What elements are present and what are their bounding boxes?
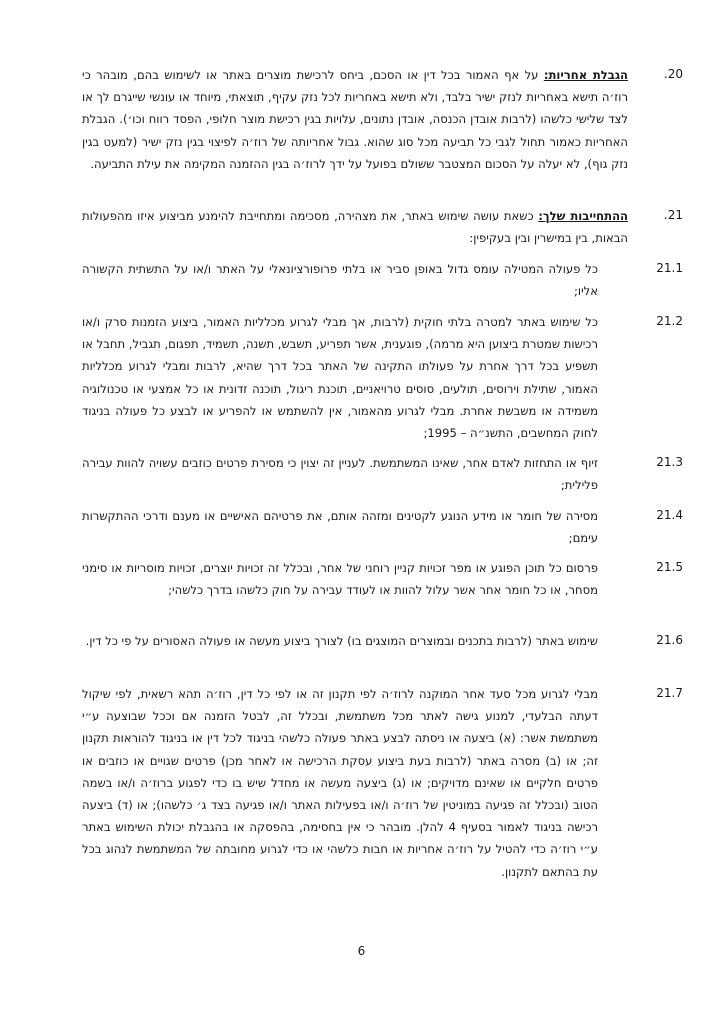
section-text: [82, 205, 628, 249]
subsection-number: 21.3: [656, 455, 683, 469]
subsection-number: 21.1: [656, 261, 683, 275]
section-body: כשאת עושה שימוש באתר, את מצהירה, מסכימה ומתחייבת להימנע מביצוע איזו מהפעולות הבאות, בין במישרין ובין בעקיפין:: [82, 209, 628, 246]
subsection-text: שימוש באתר (לרבות בתכנים ובמוצרים המוצגים בו) לצורך ביצוע מעשה או פעולה האסורים על פי כל דין.: [85, 634, 598, 648]
page-number: 6: [357, 944, 366, 958]
subsection-number: 21.6: [656, 633, 683, 647]
section-number: .21: [663, 208, 683, 222]
subsection-number: 21.4: [656, 508, 683, 522]
subsection-text: מסירה של חומר או מידע הנוגע לקטינים ומזהה אותם, את פרטיהם האישיים או מענם ודרכי ההתקשרות עימם;: [82, 509, 598, 546]
subsection-text: כל פעולה המטילה עומס גדול באופן סביר או בלתי פרופורציונאלי על האתר ו/או על התשתית הקשורה אליו;: [82, 262, 598, 299]
subsection-text: זיוף או התחזות לאדם אחר, שאינו המשתמשת. לעניין זה יצוין כי מסירת פרטים כוזבים עשויה להוות עבירה פלילית;: [82, 456, 598, 493]
section-number: .20: [663, 67, 683, 81]
subsection-text: כל שימוש באתר למטרה בלתי חוקית (לרבות, אך מבלי לגרוע מכלליות האמור, ביצוע הזמנות סרק ו/או רכישות שמטרת ביצוען היא מרמה), פוגענית, אשר תפריע, תשבש, תשנה, תשמיד, תפגום, תגביל, תחבל או תשפיע בכל דרך אחרת על פעולתו התקינה של האתר בכל דרך שהיא, לרבות ומבלי לגרוע מכלליות האמור, שתילת וירוסים, תולעים, סוסים טרויאניים, תוכנת ריגול, תוכנה זדונית או כל אמצעי או טכנולוגיה משמידה או משבשת אחרת. מבלי לגרוע מהאמור, אין להשתמש או להפריע או לבצע כל פעולה בניגוד לחוק המחשבים, התשנ״ה – 1995;: [82, 315, 598, 441]
subsection-number: 21.7: [656, 686, 683, 700]
section-body: על אף האמור בכל דין או הסכם, ביחס לרכישת מוצרים באתר או לשימוש בהם, מובהר כי רוז׳ה תישא באחריות לנזק ישיר בלבד, ולא תישא באחריות לכל נזק עקיף, תוצאתי, מיוחד או עונשי שייגרם לך או לצד שלישי כלשהו (לרבות אובדן הכנסה, אובדן נתונים, עלויות בגין רכישת מוצר חלופי, הפסד רווח וכו׳). הגבלת האחריות כאמור תחול לגבי כל תביעה מכל סוג שהוא. גבול אחריותה של רוז׳ה לפיצוי בגין נזק ישיר (למעט בגין נזק גוף), לא יעלה על הסכום המצטבר ששולם בפועל על ידך לרוז׳ה בגין ההזמנה המקימה את עילת התביעה.: [82, 68, 628, 171]
subsection-text: מבלי לגרוע מכל סעד אחר המוקנה לרוז׳ה לפי תקנון זה או לפי כל דין, רוז׳ה תהא רשאית, לפי שיקול דעתה הבלעדי, למנוע גישה לאתר מכל משתמשת, ובכלל זה, לבטל הזמנה אם וככל שבוצעה ע״י משתמשת אשר: (א) ביצעה או ניסתה לבצע באתר פעולה כלשהי בניגוד לכל דין או בניגוד להוראות תקנון זה; או (ב) מסרה באתר (לרבות בעת ביצוע עסקת הרכישה או לאחר מכן) פרטים שגויים או כוזבים או פרטים חלקיים או שאינם מדויקים; או (ג) ביצעה מעשה או מחדל שיש בו כדי לפגוע ברוז׳ה ו/או בשמה הטוב (ובכלל זה פגיעה במוניטין של רוז׳ה ו/או בפעילות האתר ו/או פגיעה בצד ג׳ כלשהו); או (ד) ביצעה רכישה בניגוד לאמור בסעיף 4 להלן. מובהר כי אין בחסימה, בהפסקה או בהגבלת יכולת השימוש באתר ע״י רוז׳ה כדי להטיל על רוז׳ה אחריות או חבות כלשהי או כדי לגרוע מחובתה של המשתמשת לנהוג בכל עת בהתאם לתקנון.: [82, 687, 599, 879]
section-heading: ההתחייבות שלך:: [538, 209, 629, 223]
section-text: [82, 64, 628, 175]
subsection-number: 21.5: [656, 560, 683, 574]
subsection-text: פרסום כל תוכן הפוגע או מפר זכויות קניין רוחני של אחר, ובכלל זה זכויות יוצרים, זכויות מוסריות או סימני מסחר, או כל חומר אחר אשר עלול להוות או לעודד עבירה על חוק כלשהו בדרך כלשהי;: [82, 561, 598, 598]
subsection-number: 21.2: [656, 314, 683, 328]
section-heading: הגבלת אחריות:: [543, 68, 628, 82]
